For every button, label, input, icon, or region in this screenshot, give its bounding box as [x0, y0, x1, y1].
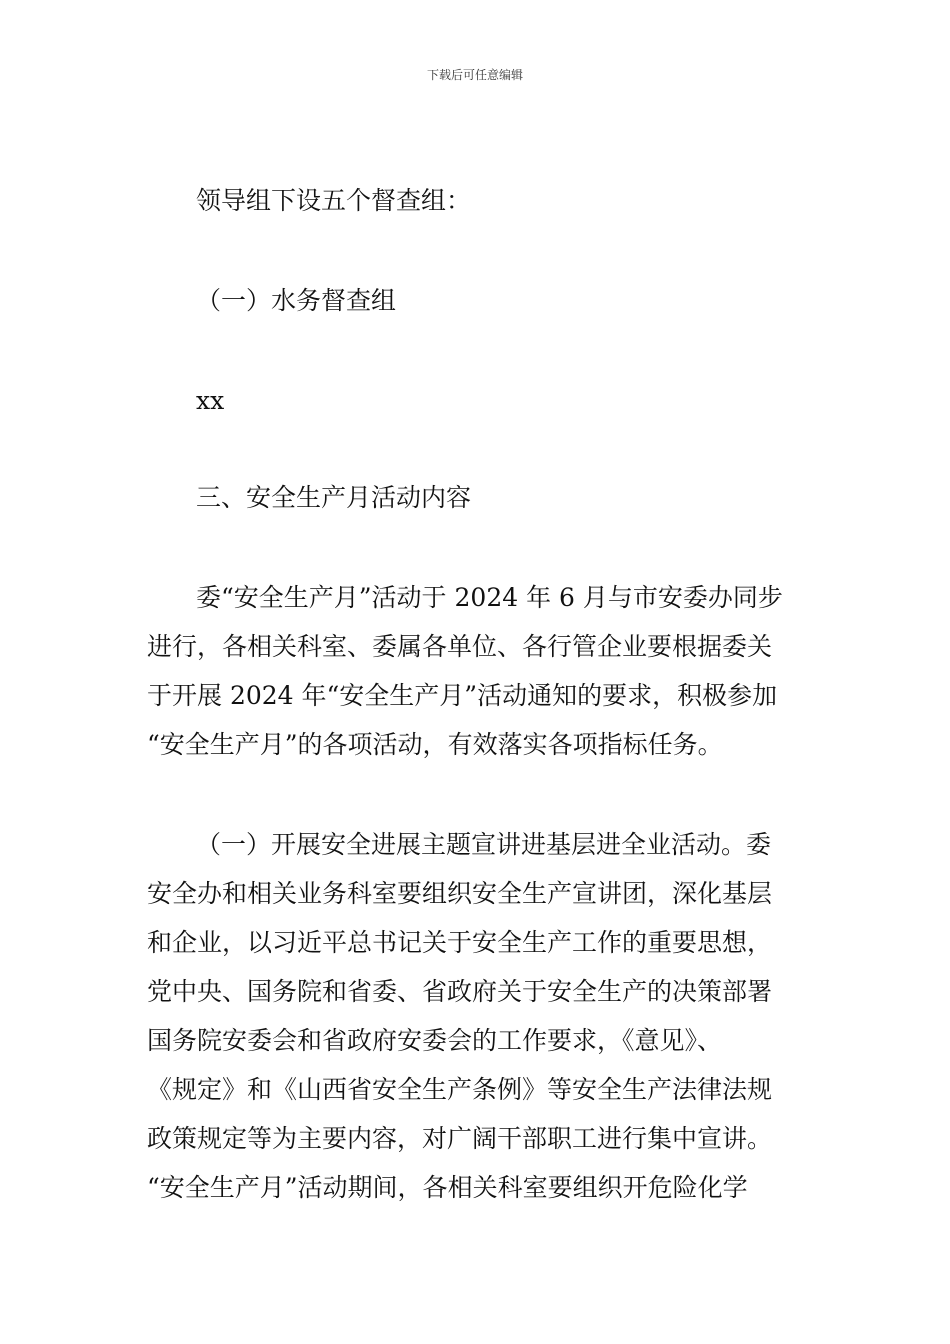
- paragraph-line: 进行，各相关科室、委属各单位、各行管企业要根据委关: [147, 632, 773, 661]
- activity-paragraph: [147, 573, 807, 769]
- water-inspection-heading: （一）水务督查组: [196, 286, 397, 315]
- paragraph-line: （一）开展安全进展主题宣讲进基层进全业活动。委: [196, 830, 772, 859]
- paragraph-line: “安全生产月”活动期间，各相关科室要组织开危险化学: [147, 1173, 748, 1202]
- paragraph-line: 于开展 2024 年“安全生产月”活动通知的要求，积极参加: [147, 681, 778, 710]
- paragraph-line: 和企业，以习近平总书记关于安全生产工作的重要思想，: [147, 928, 773, 957]
- paragraph-line: 党中央、国务院和省委、省政府关于安全生产的决策部署: [147, 977, 773, 1006]
- paragraph-line: 《规定》和《山西省安全生产条例》等安全生产法律法规: [147, 1075, 773, 1104]
- publicity-paragraph: [147, 820, 807, 1212]
- page-header-note: 下载后可任意编辑: [426, 68, 523, 82]
- leading-group-sentence: 领导组下设五个督查组：: [196, 186, 472, 215]
- paragraph-line: 委“安全生产月”活动于 2024 年 6 月与市安委办同步: [196, 583, 783, 612]
- paragraph-line: 国务院安委会和省政府安委会的工作要求，《意见》、: [147, 1026, 723, 1055]
- paragraph-line: 政策规定等为主要内容，对广阔干部职工进行集中宣讲。: [147, 1124, 773, 1153]
- section-three-heading: 三、安全生产月活动内容: [196, 483, 472, 512]
- paragraph-line: “安全生产月”的各项活动，有效落实各项指标任务。: [147, 730, 723, 759]
- placeholder-name: xx: [196, 386, 225, 415]
- paragraph-line: 安全办和相关业务科室要组织安全生产宣讲团，深化基层: [147, 879, 773, 908]
